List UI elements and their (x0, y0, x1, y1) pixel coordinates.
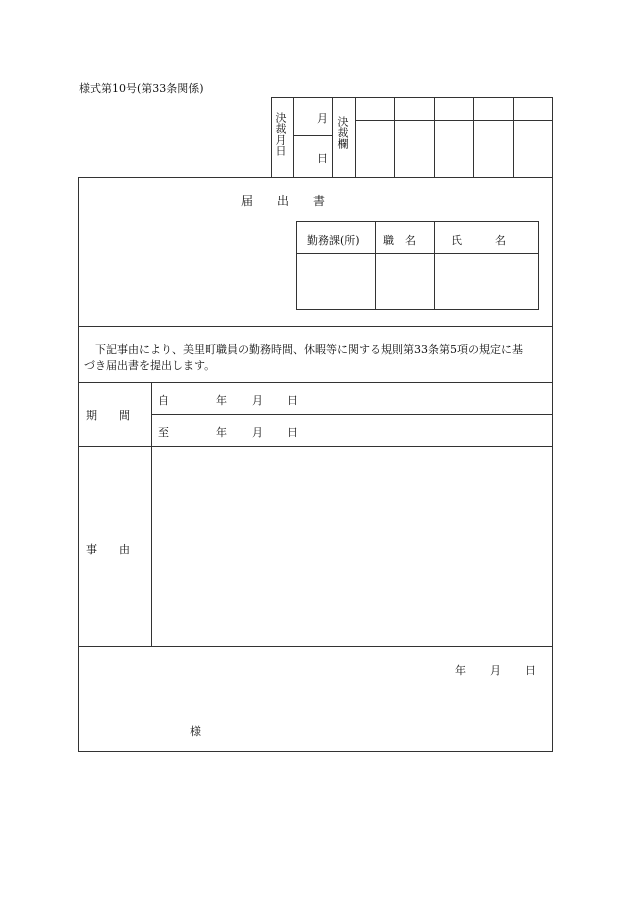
footer-year: 年 (455, 664, 466, 677)
reason-field[interactable] (153, 448, 551, 644)
addressee-suffix: 様 (190, 725, 201, 738)
name-field[interactable] (436, 255, 537, 308)
department-header: 勤務課(所) (307, 234, 360, 247)
statement-text (84, 342, 548, 374)
period-from-year: 年 (216, 394, 227, 407)
approval-date-label: 決裁月日 (274, 112, 287, 156)
reason-label: 事 由 (86, 543, 130, 556)
job-title-field[interactable] (377, 255, 433, 308)
period-to-prefix: 至 (158, 426, 169, 439)
approval-stamp-cell[interactable] (514, 121, 552, 177)
period-to-month: 月 (252, 426, 263, 439)
approval-stamp-cell[interactable] (435, 121, 473, 177)
approval-column-label: 決裁欄 (336, 116, 349, 149)
period-from-day: 日 (287, 394, 298, 407)
approval-stamp-cell[interactable] (356, 121, 394, 177)
footer-month: 月 (490, 664, 501, 677)
statement-line: 下記事由により、美里町職員の勤務時間、休暇等に関する規則第33条第5項の規定に基 (95, 343, 523, 356)
footer-day: 日 (525, 664, 536, 677)
approval-day-label: 日 (317, 152, 328, 165)
period-label: 期 間 (86, 409, 130, 422)
approval-stamp-cell[interactable] (395, 121, 434, 177)
approval-month-label: 月 (317, 112, 328, 125)
statement-line: づき届出書を提出します。 (84, 359, 216, 372)
department-field[interactable] (298, 255, 374, 308)
period-from-month: 月 (252, 394, 263, 407)
period-from-prefix: 自 (158, 394, 169, 407)
name-header: 氏 名 (451, 234, 506, 247)
form-number: 様式第10号(第33条関係) (79, 82, 204, 95)
job-title-header: 職 名 (383, 234, 416, 247)
period-to-year: 年 (216, 426, 227, 439)
approval-stamp-cell[interactable] (474, 121, 513, 177)
form-title: 届 出 書 (241, 194, 326, 208)
period-to-day: 日 (287, 426, 298, 439)
